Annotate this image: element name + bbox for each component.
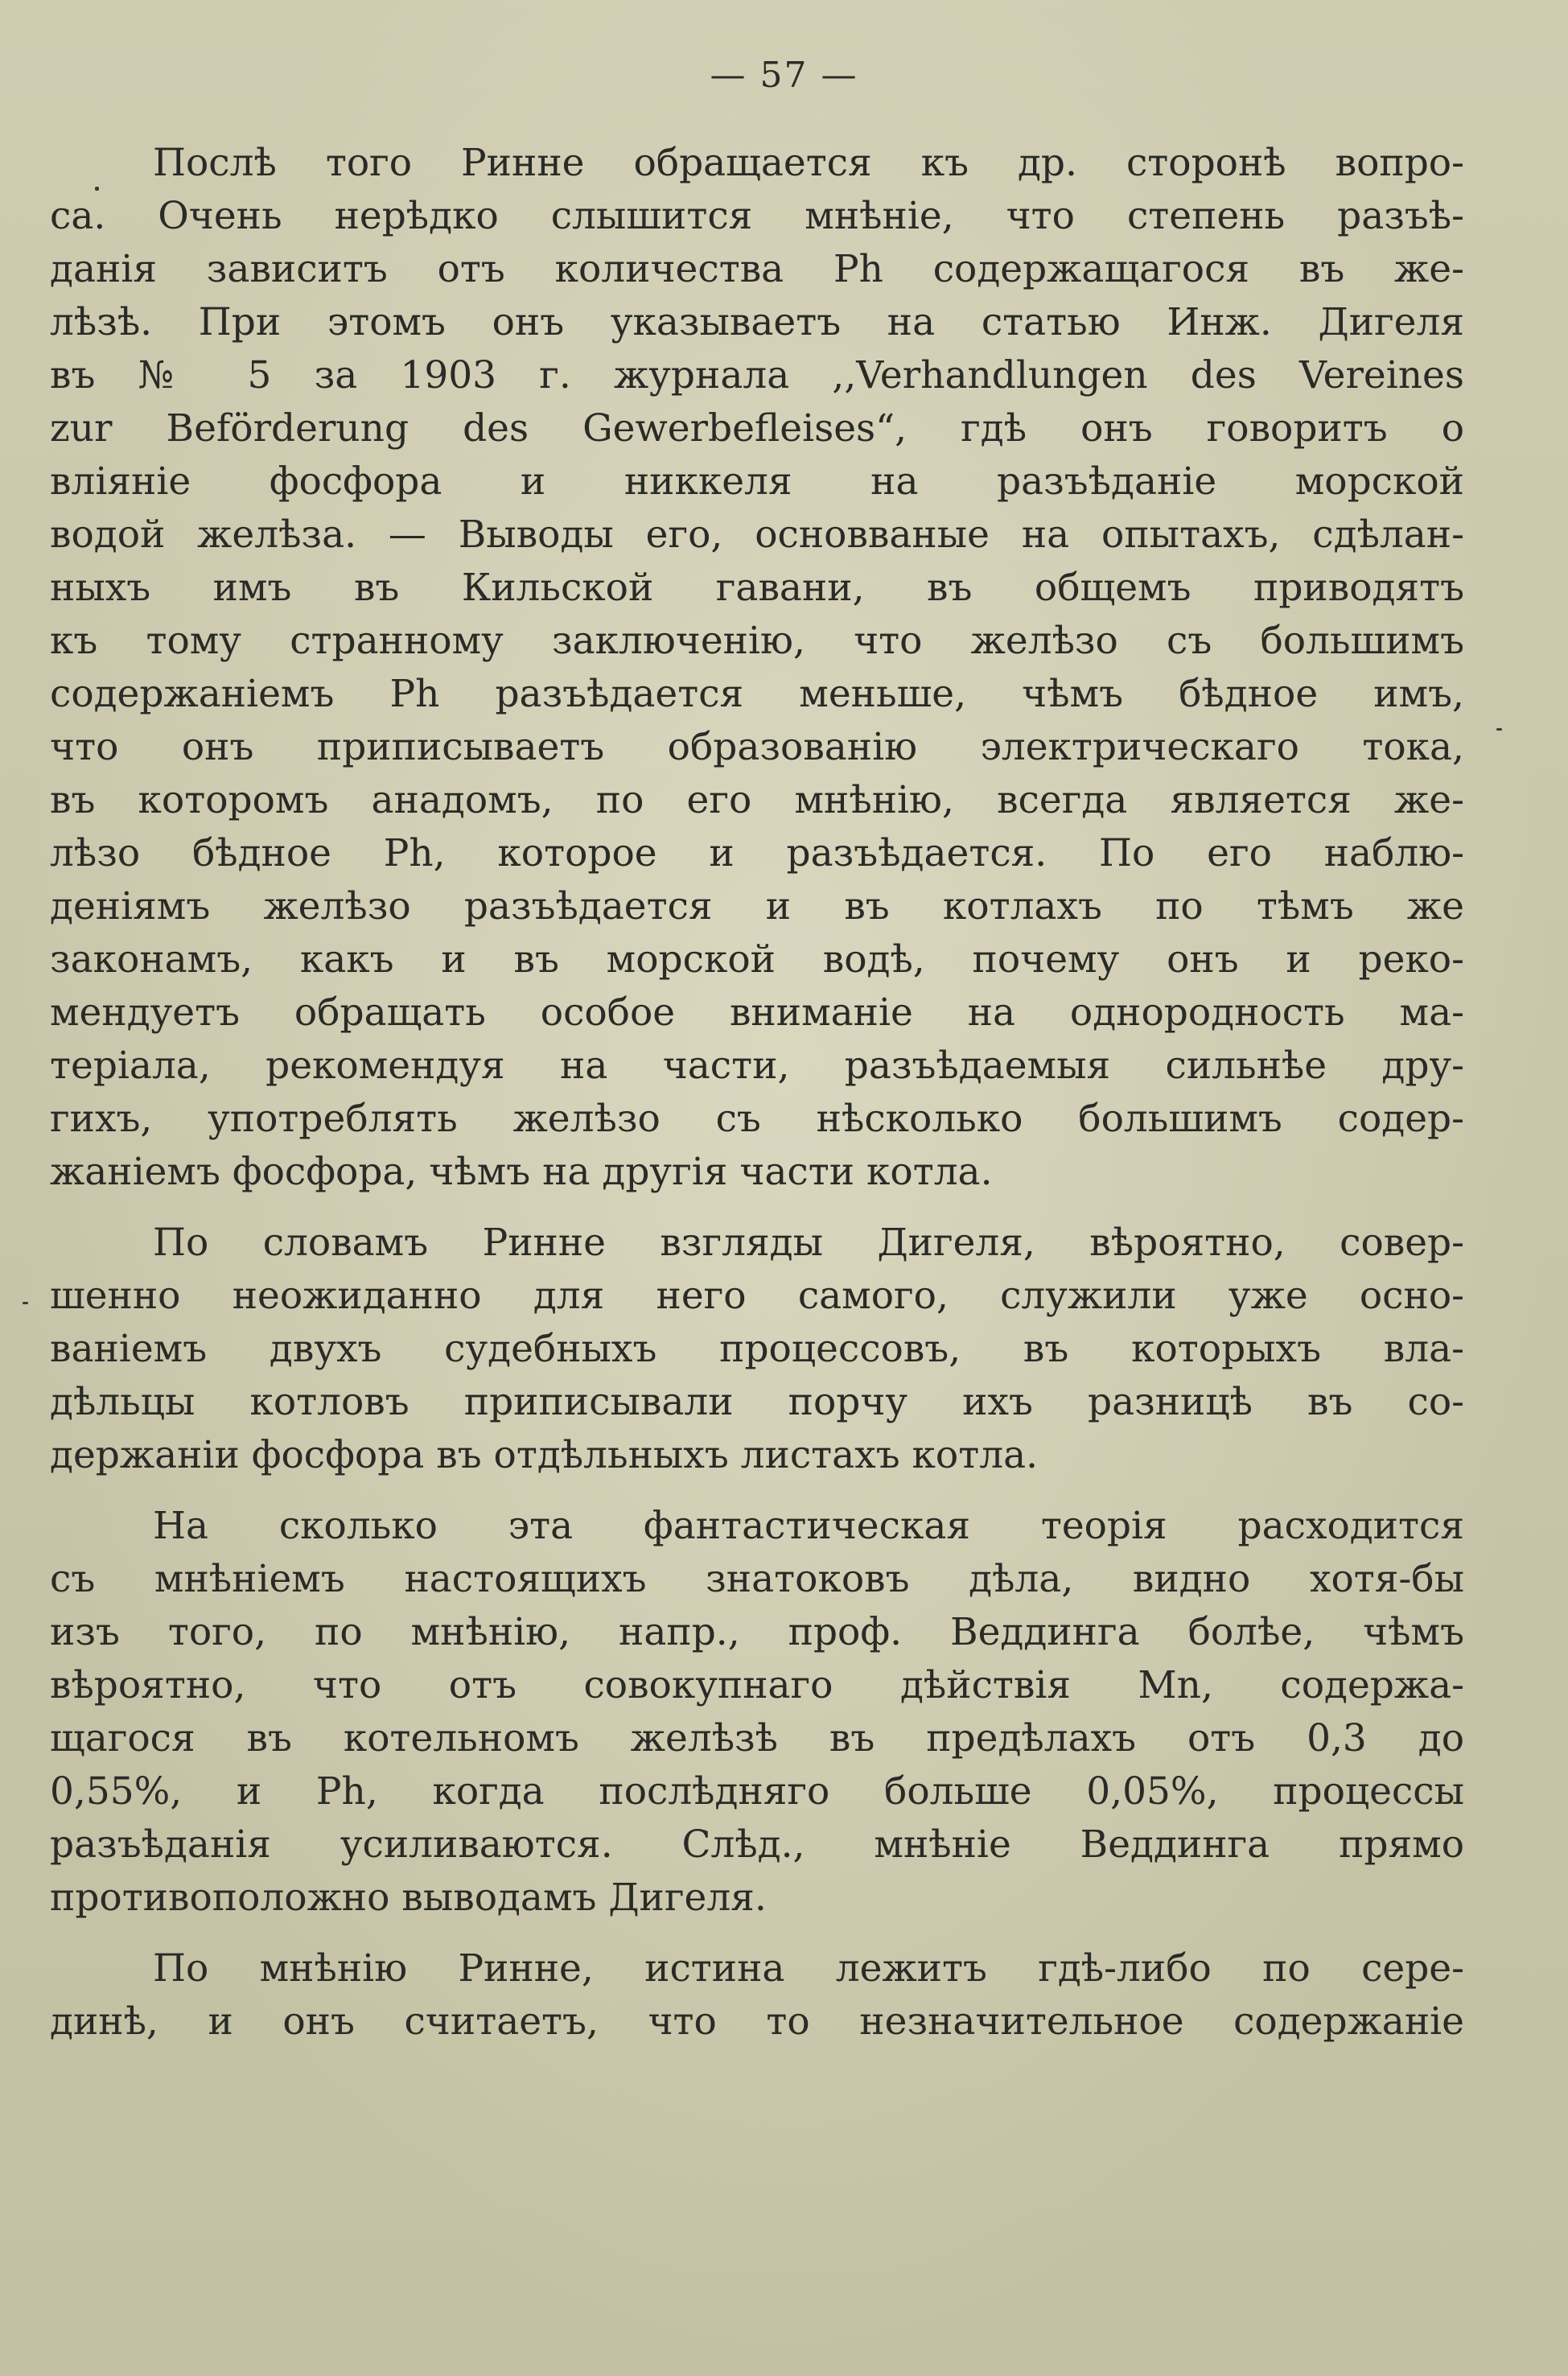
paragraph-3 [50,1500,1464,1925]
text-line: съ мнѣніемъ настоящихъ знатоковъ дѣла, видно хотя-бы [50,1557,1464,1601]
text-line: что онъ приписываетъ образованію электрическаго тока, [50,725,1464,769]
text-line: лѣзо бѣдное Ph, которое и разъѣдается. По его наблю- [50,831,1464,875]
text-line: ваніемъ двухъ судебныхъ процессовъ, въ которыхъ вла- [50,1327,1464,1371]
text-line: По мнѣнію Ринне, истина лежитъ гдѣ-либо по сере- [153,1946,1464,1991]
text-line: 0,55%, и Ph, когда послѣдняго больше 0,05%, процессы [50,1769,1464,1814]
text-line: теріала, рекомендуя на части, разъѣдаемыя сильнѣе дру- [50,1044,1464,1088]
text-line: изъ того, по мнѣнію, напр., проф. Веддинга болѣе, чѣмъ [50,1610,1464,1654]
text-line: гихъ, употреблять желѣзо съ нѣсколько большимъ содер- [50,1097,1464,1141]
text-line: лѣзѣ. При этомъ онъ указываетъ на статью Инж. Дигеля [50,300,1464,344]
text-line: разъѣданія усиливаются. Слѣд., мнѣніе Веддинга прямо [50,1822,1464,1867]
text-line: держаніи фосфора въ отдѣльныхъ листахъ котла. [50,1433,1039,1477]
ink-speck [1496,728,1502,731]
text-line: деніямъ желѣзо разъѣдается и въ котлахъ по тѣмъ же [50,884,1464,929]
text-line: жаніемъ фосфора, чѣмъ на другія части котла. [50,1150,993,1194]
text-line: законамъ, какъ и въ морской водѣ, почему онъ и реко- [50,937,1464,982]
text-line: По словамъ Ринне взгляды Дигеля, вѣроятно, совер- [153,1221,1464,1265]
text-line: Послѣ того Ринне обращается къ др. сторонѣ вопро- [153,141,1464,185]
text-line: динѣ, и онъ считаетъ, что то незначительное содержаніе [50,1999,1464,2044]
text-line: На сколько эта фантастическая теорія расходится [153,1504,1464,1548]
text-line: дѣльцы котловъ приписывали порчу ихъ разницѣ въ со- [50,1380,1464,1424]
text-line: ныхъ имъ въ Кильской гавани, въ общемъ приводятъ [50,566,1464,610]
text-line: въ № 5 за 1903 г. журнала ,,Verhandlungen des Vereines [50,353,1464,397]
text-line: противоположно выводамъ Дигеля. [50,1876,767,1920]
paragraph-2 [50,1217,1464,1482]
text-line: водой желѣза. — Выводы его, основваные на опытахъ, сдѣлан- [50,513,1464,557]
text-line: вѣроятно, что отъ совокупнаго дѣйствія Mn, содержа- [50,1663,1464,1707]
paragraph-4 [50,1942,1464,2049]
text-line: содержаніемъ Ph разъѣдается меньше, чѣмъ бѣдное имъ, [50,672,1464,716]
text-line: щагося въ котельномъ желѣзѣ въ предѣлахъ отъ 0,3 до [50,1716,1464,1760]
text-line: zur Beförderung des Gewerbefleises“, гдѣ онъ говоритъ о [50,406,1464,451]
text-line: къ тому странному заключенію, что желѣзо съ большимъ [50,619,1464,663]
text-line: вліяніе фосфора и никкеля на разъѣданіе морской [50,459,1464,504]
ink-speck [95,187,99,191]
page-number: — 57 — [710,55,858,96]
text-line: шенно неожиданно для него самого, служили уже осно- [50,1274,1464,1318]
text-line: данія зависитъ отъ количества Ph содержащагося въ же- [50,247,1464,291]
text-line: въ которомъ анадомъ, по его мнѣнію, всегда является же- [50,778,1464,822]
ink-speck [23,1302,28,1304]
text-line: мендуетъ обращать особое вниманіе на однородность ма- [50,990,1464,1035]
text-body [50,137,1464,2066]
text-line: са. Очень нерѣдко слышится мнѣніе, что степень разъѣ- [50,194,1464,238]
paragraph-1 [50,137,1464,1199]
